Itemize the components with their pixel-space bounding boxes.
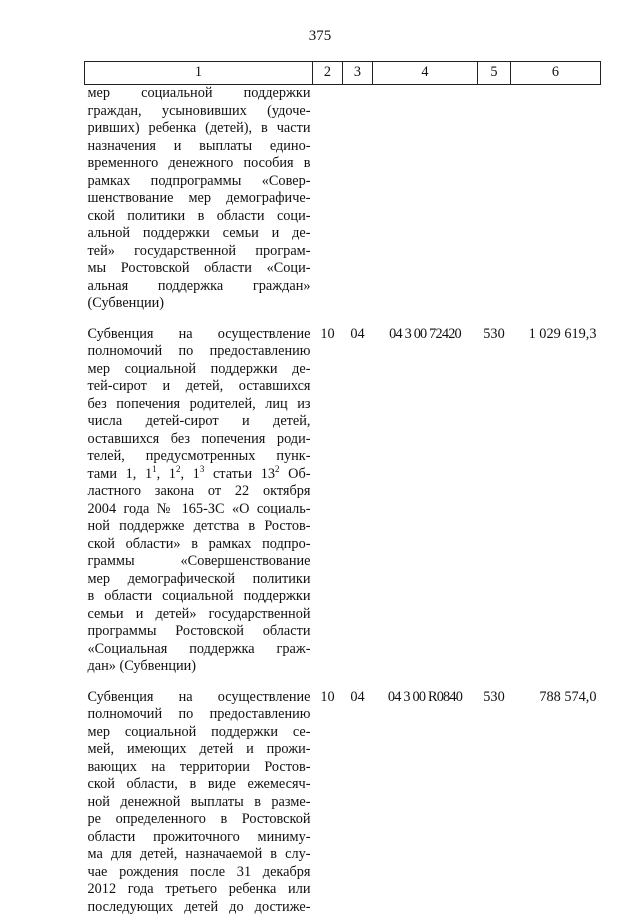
description-line: числа детей-сирот и детей,: [88, 413, 311, 431]
description-line: «Социальная поддержка граж-: [88, 641, 311, 659]
row-description: [85, 313, 313, 676]
budget-table: [84, 61, 601, 916]
description-line: оставшихся без попечения роди-: [88, 431, 311, 449]
description-line: программы Ростовской области: [88, 623, 311, 641]
description-line: вающих на территории Ростов-: [88, 759, 311, 777]
description-line: ривших) ребенка (детей), в части: [88, 120, 311, 138]
description-line: ской политики в области соци-: [88, 208, 311, 226]
section-code: 10: [313, 676, 343, 916]
description-line: семьи и детей» государственной: [88, 606, 311, 624]
description-line: тей» государственной програм-: [88, 243, 311, 261]
column-header-1: 1: [85, 62, 313, 85]
description-line: граждан, усыновивших (удоче-: [88, 103, 311, 121]
description-line: временного денежного пособия в: [88, 155, 311, 173]
table-row: [85, 85, 601, 313]
description-line-superscripts: тами 1, $1^1$, $1^2$, $1^3$ статьи $13^2$ Об-: [88, 466, 311, 484]
description-line: полномочий по предоставлению: [88, 706, 311, 724]
description-line: чае рождения после 31 декабря: [88, 864, 311, 882]
description-line: без попечения родителей, лиц из: [88, 396, 311, 414]
section-code: [313, 85, 343, 313]
header-row: [85, 62, 601, 85]
description-line: ре определенного в Ростовской: [88, 811, 311, 829]
target-article-code: [373, 85, 478, 313]
subsection-code: [343, 85, 373, 313]
target-article-code: 04 3 00 72420: [373, 313, 478, 676]
row-description: [85, 676, 313, 916]
amount-value: 1 029 619,3: [511, 313, 601, 676]
description-line: граммы «Совершенствование: [88, 553, 311, 571]
description-line: ской области» в рамках подпро-: [88, 536, 311, 554]
description-line: (Субвенции): [88, 295, 311, 313]
expense-type-code: 530: [478, 313, 511, 676]
description-line: шенствование мер демографиче-: [88, 190, 311, 208]
description-line: области прожиточного миниму-: [88, 829, 311, 847]
description-line: ной поддержке детства в Ростов-: [88, 518, 311, 536]
column-header-6: 6: [511, 62, 601, 85]
subsection-code: 04: [343, 676, 373, 916]
table-row: [85, 313, 601, 676]
description-line: альная поддержка граждан»: [88, 278, 311, 296]
description-line: назначения и выплаты едино-: [88, 138, 311, 156]
description-line: мер социальной поддержки се-: [88, 724, 311, 742]
column-header-2: 2: [313, 62, 343, 85]
description-line: 2004 года № 165-ЗС «О социаль-: [88, 501, 311, 519]
description-line: мы Ростовской области «Соци-: [88, 260, 311, 278]
subsection-code: 04: [343, 313, 373, 676]
target-article-code: 04 3 00 R0840: [373, 676, 478, 916]
description-line: Субвенция на осуществление: [88, 326, 311, 344]
expense-type-code: [478, 85, 511, 313]
column-header-4: 4: [373, 62, 478, 85]
description-line: ма для детей, назначаемой в слу-: [88, 846, 311, 864]
column-header-5: 5: [478, 62, 511, 85]
description-line: мер демографической политики: [88, 571, 311, 589]
description-line: мер социальной поддержки: [88, 85, 311, 103]
table-row: [85, 676, 601, 916]
description-line: мер социальной поддержки де-: [88, 361, 311, 379]
description-line: рамках подпрограммы «Совер-: [88, 173, 311, 191]
expense-type-code: 530: [478, 676, 511, 916]
description-line: в области социальной поддержки: [88, 588, 311, 606]
description-line: мей, имеющих детей и прожи-: [88, 741, 311, 759]
amount-value: [511, 85, 601, 313]
description-line: ской области, в виде ежемесяч-: [88, 776, 311, 794]
column-header-3: 3: [343, 62, 373, 85]
description-line: альной поддержки семьи и де-: [88, 225, 311, 243]
description-line: полномочий по предоставлению: [88, 343, 311, 361]
description-line: 2012 года третьего ребенка или: [88, 881, 311, 899]
amount-value: 788 574,0: [511, 676, 601, 916]
description-line: тей-сирот и детей, оставшихся: [88, 378, 311, 396]
description-line: дан» (Субвенции): [88, 658, 311, 676]
description-line: ластного закона от 22 октября: [88, 483, 311, 501]
description-line: телей, предусмотренных пунк-: [88, 448, 311, 466]
description-line: последующих детей до достиже-: [88, 899, 311, 916]
page-number: 375: [0, 28, 640, 45]
row-description: [85, 85, 313, 313]
description-line: ной денежной выплаты в разме-: [88, 794, 311, 812]
section-code: 10: [313, 313, 343, 676]
description-line: Субвенция на осуществление: [88, 689, 311, 707]
